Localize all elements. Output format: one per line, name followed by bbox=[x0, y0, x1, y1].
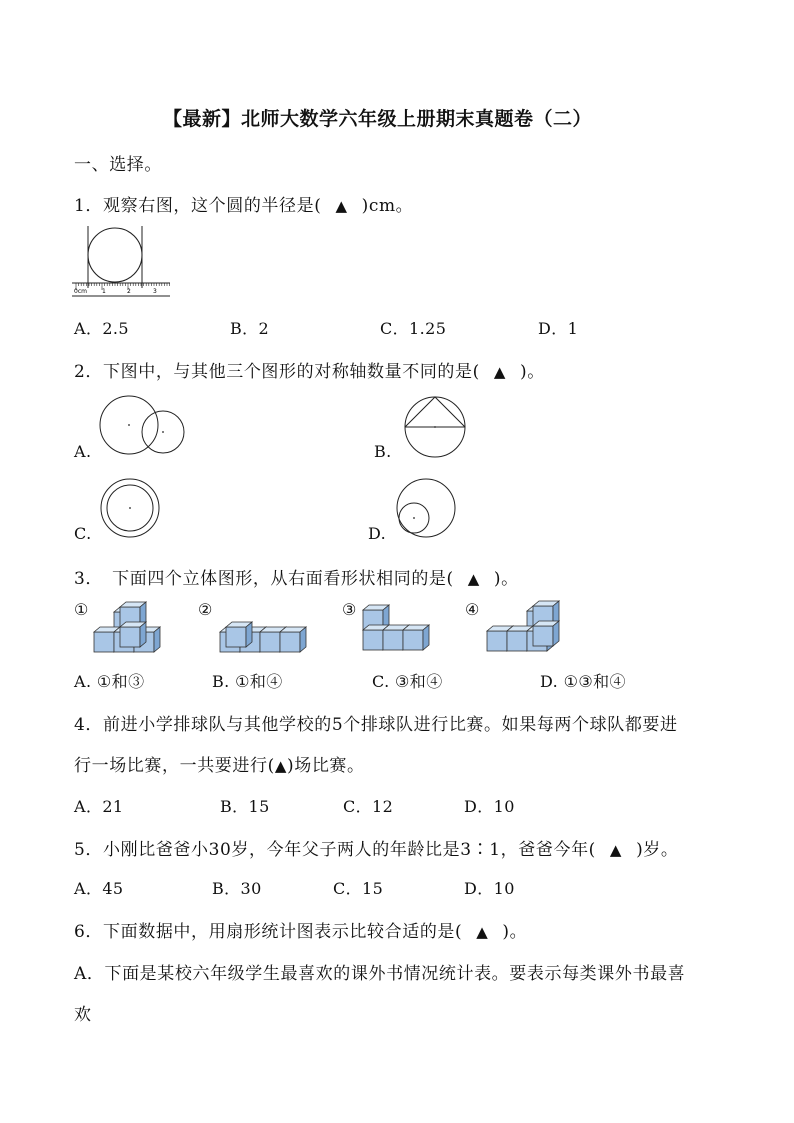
q6-option-a-line-1[interactable]: A．下面是某校六年级学生最喜欢的课外书情况统计表。要表示每类课外书最喜 bbox=[74, 964, 686, 984]
q2-option-c[interactable]: C. bbox=[74, 524, 92, 543]
question-4-line-1: 4．前进小学排球队与其他学校的5个排球队进行比赛。如果每两个球队都要进 bbox=[74, 715, 678, 735]
question-1-text-end: )cm。 bbox=[361, 196, 414, 216]
cube-figure-4 bbox=[485, 602, 557, 654]
question-4-line-2 bbox=[74, 751, 365, 776]
q4-option-b[interactable]: B．15 bbox=[220, 797, 270, 816]
question-6-stem bbox=[74, 917, 527, 942]
q3-option-c[interactable]: C. ③和④ bbox=[372, 672, 443, 691]
q2-option-a[interactable]: A. bbox=[74, 442, 92, 461]
cube-front-face bbox=[507, 631, 527, 651]
cube-front-face bbox=[120, 627, 140, 647]
cube-side-face bbox=[154, 627, 160, 652]
question-4-text-end: )场比赛。 bbox=[286, 756, 365, 776]
cube-front-face bbox=[363, 630, 383, 650]
q1-option-b[interactable]: B．2 bbox=[230, 319, 270, 338]
q4-option-a[interactable]: A．21 bbox=[74, 797, 124, 816]
question-2-stem bbox=[74, 357, 545, 382]
cube-front-face bbox=[260, 632, 280, 652]
overlapping-circles-figure bbox=[98, 394, 188, 456]
cube-front-face bbox=[383, 630, 403, 650]
q3-option-d[interactable]: D. ①③和④ bbox=[540, 672, 626, 691]
cube-front-face bbox=[403, 630, 423, 650]
ruler-label-3: 3 bbox=[153, 288, 157, 295]
answer-blank-triangle[interactable]: ▲ bbox=[476, 923, 489, 941]
answer-blank-triangle[interactable]: ▲ bbox=[467, 570, 480, 588]
question-2-text: 2．下图中，与其他三个图形的对称轴数量不同的是( bbox=[74, 362, 480, 382]
question-6-text: 6．下面数据中，用扇形统计图表示比较合适的是( bbox=[74, 922, 463, 942]
ruler-label-2: 2 bbox=[127, 288, 131, 295]
question-5-text: 5．小刚比爸爸小30岁，今年父子两人的年龄比是3∶1，爸爸今年( bbox=[74, 840, 596, 860]
figure-label-1: ① bbox=[74, 600, 89, 619]
q1-option-d[interactable]: D．1 bbox=[538, 319, 579, 338]
q2-option-b[interactable]: B. bbox=[374, 442, 392, 461]
internally-tangent-circles-figure bbox=[396, 478, 458, 540]
cube-figure-1 bbox=[92, 602, 168, 656]
ruler-label-1: 1 bbox=[102, 288, 106, 295]
cube-side-face bbox=[423, 625, 429, 650]
answer-blank-triangle[interactable]: ▲ bbox=[609, 841, 623, 859]
answer-blank-triangle[interactable]: ▲ bbox=[274, 757, 287, 775]
q2-option-d[interactable]: D. bbox=[368, 524, 387, 543]
question-3-text-end: )。 bbox=[493, 569, 519, 589]
cube-front-face bbox=[94, 632, 114, 652]
question-4-text: 行一场比赛，一共要进行( bbox=[74, 756, 275, 776]
q6-option-a-line-2[interactable]: 欢 bbox=[74, 1005, 92, 1025]
section-heading: 一、选择。 bbox=[74, 155, 162, 175]
answer-blank-triangle[interactable]: ▲ bbox=[493, 363, 506, 381]
cube-side-face bbox=[246, 622, 252, 647]
q3-option-b[interactable]: B. ①和④ bbox=[212, 672, 283, 691]
cube-front-face bbox=[533, 626, 553, 646]
cube-figure-3 bbox=[361, 604, 433, 654]
question-5-stem bbox=[74, 835, 679, 860]
question-2-text-end: )。 bbox=[520, 362, 545, 382]
cube-front-face bbox=[487, 631, 507, 651]
question-1-text: 1．观察右图，这个圆的半径是( bbox=[74, 196, 322, 216]
q1-option-a[interactable]: A．2.5 bbox=[74, 319, 129, 338]
page-title: 【最新】北师大数学六年级上册期末真题卷（二） bbox=[163, 108, 593, 130]
question-1-stem bbox=[74, 191, 413, 216]
cube-side-face bbox=[300, 627, 306, 652]
question-3-stem bbox=[74, 564, 519, 589]
q4-option-c[interactable]: C．12 bbox=[343, 797, 394, 816]
figure-label-3: ③ bbox=[342, 600, 357, 619]
q3-option-a[interactable]: A. ①和③ bbox=[74, 672, 145, 691]
circle-with-triangle-figure bbox=[404, 396, 466, 458]
question-3-text: 3． 下面四个立体图形，从右面看形状相同的是( bbox=[74, 569, 454, 589]
cube-front-face bbox=[280, 632, 300, 652]
circle-ruler-figure bbox=[72, 226, 172, 300]
q5-option-b[interactable]: B．30 bbox=[212, 879, 262, 898]
q1-option-c[interactable]: C．1.25 bbox=[380, 319, 447, 338]
ruler-label-0: 0cm bbox=[74, 288, 87, 295]
cube-side-face bbox=[140, 622, 146, 647]
answer-blank-triangle[interactable]: ▲ bbox=[335, 197, 348, 215]
figure-label-2: ② bbox=[198, 600, 213, 619]
q5-option-c[interactable]: C．15 bbox=[333, 879, 384, 898]
question-6-text-end: )。 bbox=[502, 922, 528, 942]
q4-option-d[interactable]: D．10 bbox=[464, 797, 515, 816]
cube-front-face bbox=[226, 627, 246, 647]
concentric-circles-figure bbox=[100, 478, 160, 538]
cube-side-face bbox=[553, 621, 559, 646]
q5-option-d[interactable]: D．10 bbox=[464, 879, 515, 898]
cube-figure-2 bbox=[218, 620, 310, 654]
question-5-text-end: )岁。 bbox=[636, 840, 679, 860]
figure-label-4: ④ bbox=[465, 600, 480, 619]
q5-option-a[interactable]: A．45 bbox=[74, 879, 124, 898]
